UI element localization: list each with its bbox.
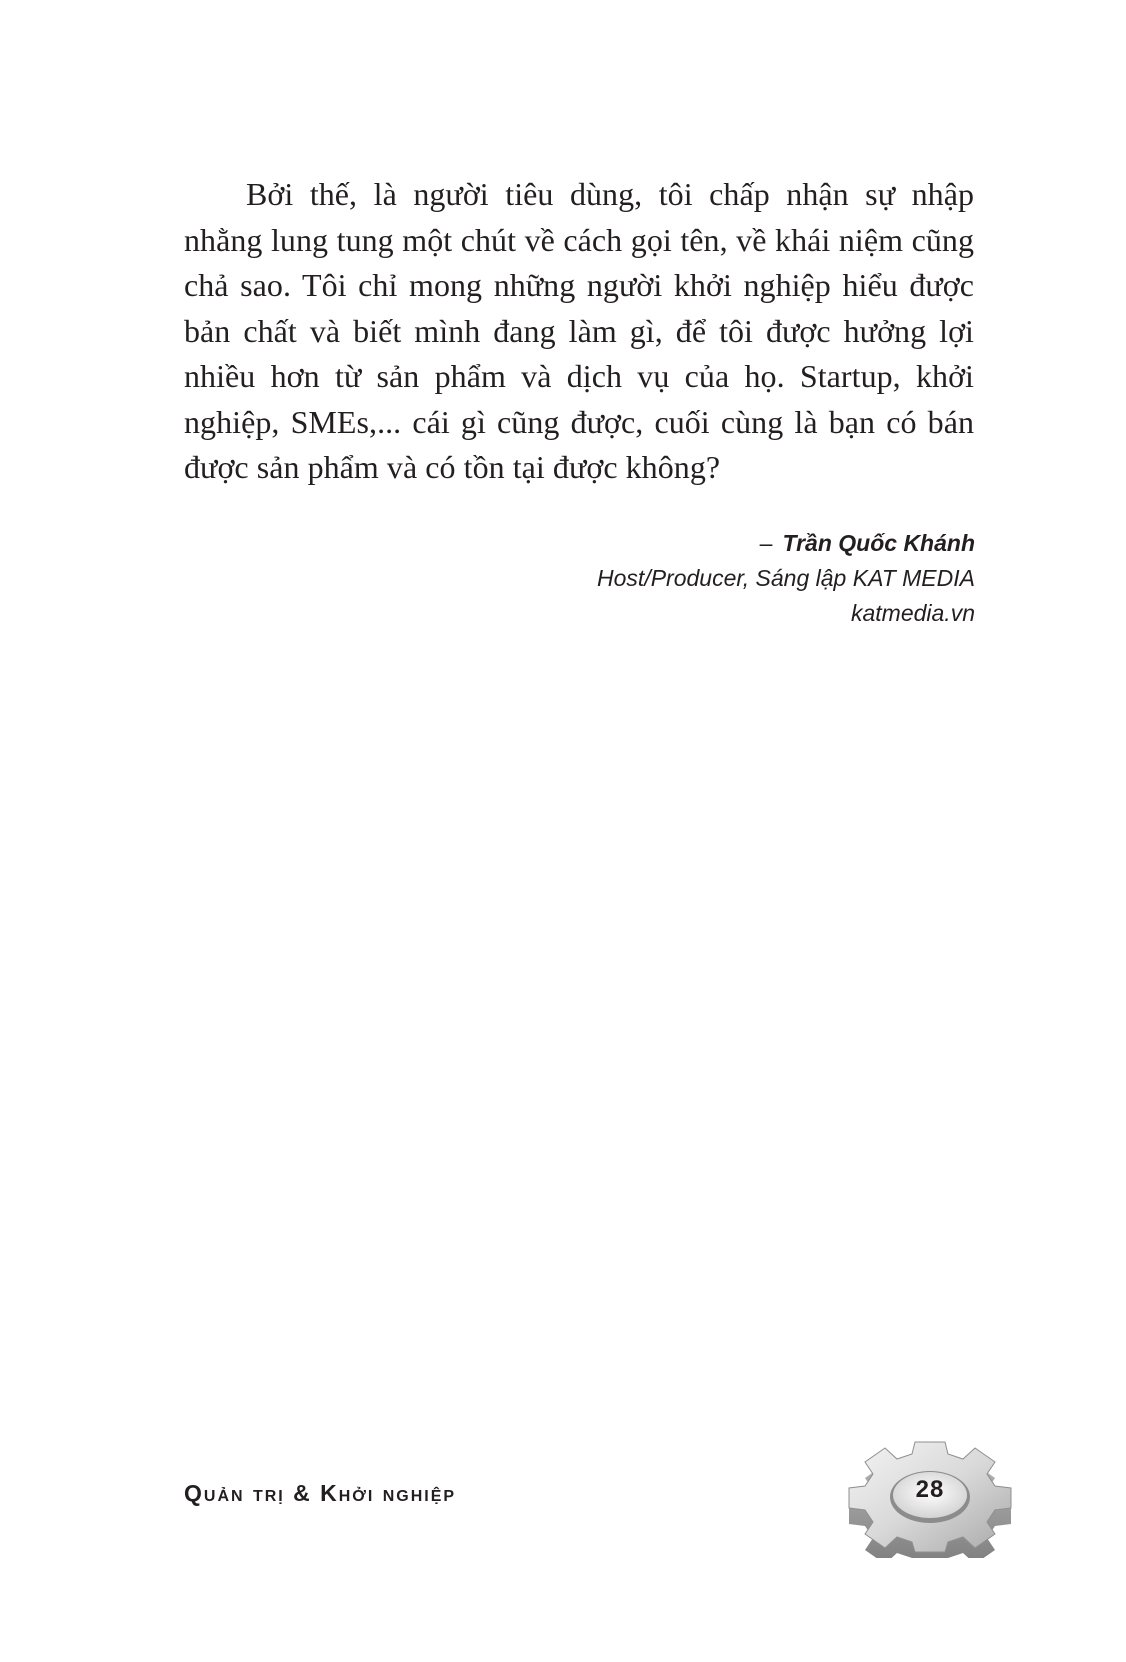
attribution-website: katmedia.vn xyxy=(850,600,975,626)
attribution-author: Trần Quốc Khánh xyxy=(782,530,975,556)
attribution-role: Host/Producer, Sáng lập KAT MEDIA xyxy=(597,565,975,591)
attribution xyxy=(597,526,975,631)
footer-book-title: Quản trị & Khởi nghiệp xyxy=(184,1480,457,1506)
page-number: 28 xyxy=(915,1476,945,1503)
attribution-dash: – xyxy=(759,530,773,556)
body-paragraph: Bởi thế, là người tiêu dùng, tôi chấp nhận sự nhập nhằng lung tung một chút về cách gọi tên, về khái niệm cũng chả sao. Tôi chỉ mong những người khởi nghiệp hiểu được bản chất và biết mình đang làm gì, để tôi được hưởng lợi nhiều hơn từ sản phẩm và dịch vụ của họ. Startup, khởi nghiệp, SMEs,... cái gì cũng được, cuối cùng là bạn có bán được sản phẩm và có tồn tại được không? xyxy=(184,176,974,485)
attribution-author-line xyxy=(597,526,975,561)
